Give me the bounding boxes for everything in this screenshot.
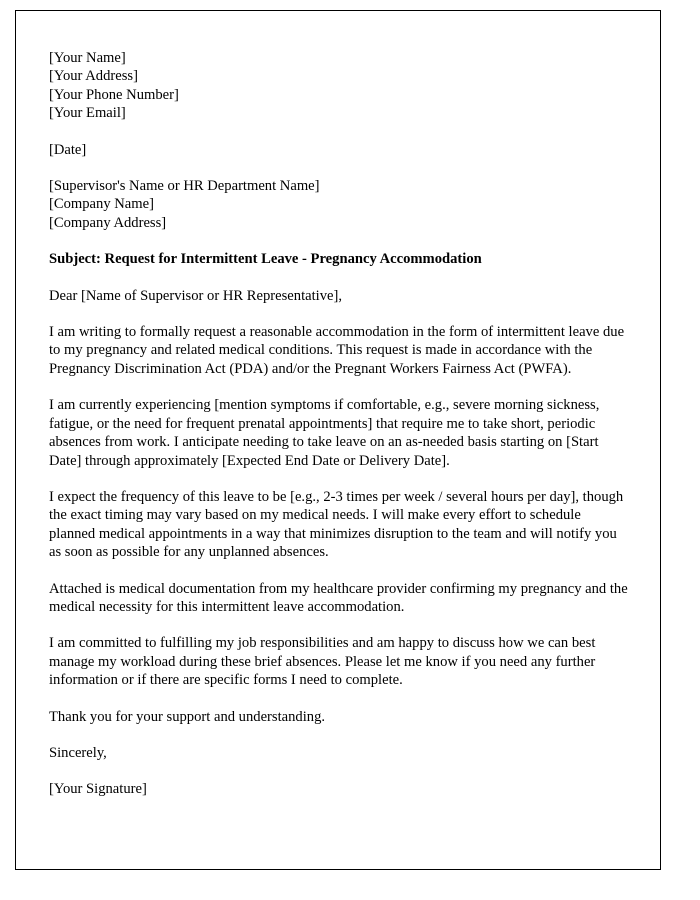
- sender-address: [Your Address]: [49, 68, 138, 85]
- body-paragraph-3: I expect the frequency of this leave to be [e.g., 2-3 times per week / several hours per day], though the exact timing may vary based on my medical needs. I will make every effort to schedule planned medical appointments in a way that minimizes disruption to the team and will notify you as soon as possible for any unplanned absences.: [49, 488, 624, 561]
- date-block: [49, 141, 628, 159]
- subject-line: Subject: Request for Intermittent Leave - Pregnancy Accommodation: [49, 251, 482, 268]
- body-paragraph-1: I am writing to formally request a reasonable accommodation in the form of intermittent leave due to my pregnancy and related medical conditions. This request is made in accordance with the Pregnancy Discrimination Act (PDA) and/or the Pregnant Workers Fairness Act (PWFA).: [49, 324, 625, 377]
- body-paragraph-4: Attached is medical documentation from my healthcare provider confirming my pregnancy and the medical necessity for this intermittent leave accommodation.: [49, 580, 628, 615]
- date-line: [Date]: [49, 141, 87, 158]
- body-paragraph-6: Thank you for your support and understanding.: [49, 708, 326, 725]
- salutation-line: Dear [Name of Supervisor or HR Representative],: [49, 287, 342, 304]
- sender-phone: [Your Phone Number]: [49, 86, 179, 103]
- recipient-company-address: [Company Address]: [49, 214, 167, 231]
- recipient-company-name: [Company Name]: [49, 196, 154, 213]
- sender-block: [49, 49, 628, 123]
- body-paragraph-5: I am committed to fulfilling my job responsibilities and am happy to discuss how we can best manage my workload during these brief absences. Please let me know if you need any further information or if there are specific forms I need to complete.: [49, 635, 596, 689]
- sender-name: [Your Name]: [49, 50, 126, 66]
- signature-line: [Your Signature]: [49, 781, 147, 798]
- sender-email: [Your Email]: [49, 105, 126, 122]
- closing-line: Sincerely,: [49, 744, 107, 761]
- recipient-supervisor: [Supervisor's Name or HR Department Name]: [49, 178, 320, 195]
- body-paragraph-2: I am currently experiencing [mention symptoms if comfortable, e.g., severe morning sickness, fatigue, or the need for frequent prenatal appointments] that require me to take short, periodic absences from work. I anticipate needing to take leave on an as-needed basis starting on [Start Date] through approximately [Expected End Date or Delivery Date].: [49, 397, 600, 469]
- letter-page: [15, 10, 661, 870]
- recipient-block: [49, 177, 628, 232]
